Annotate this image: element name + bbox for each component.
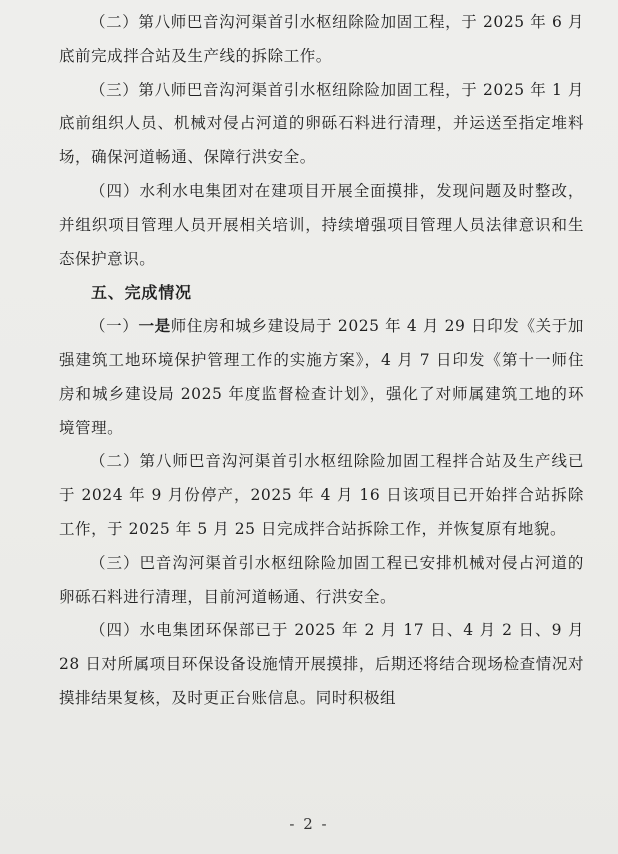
completion-1-prefix: （一） [90, 317, 139, 336]
document-body [59, 6, 584, 716]
paragraph-measure-4: （四）水利水电集团对在建项目开展全面摸排，发现问题及时整改，并组织项目管理人员开展相关培训，持续增强项目管理人员法律意识和生态保护意识。 [59, 181, 584, 268]
paragraph-measure-2: （二）第八师巴音沟河渠首引水枢纽除险加固工程，于 2025 年 6 月底前完成拌合站及生产线的拆除工作。 [59, 13, 584, 65]
paragraph-completion-2: （二）第八师巴音沟河渠首引水枢纽除险加固工程拌合站及生产线已于 2024 年 9 月份停产，2025 年 4 月 16 日该项目已开始拌合站拆除工作，于 2025 年 5 月 25 日完成拌合站拆除工作，并恢复原有地貌。 [59, 452, 584, 538]
section-heading: 五、完成情况 [91, 283, 192, 303]
paragraph-completion-4: （四）水电集团环保部已于 2025 年 2 月 17 日、4 月 2 日、9 月 28 日对所属项目环保设备设施情开展摸排，后期还将结合现场检查情况对摸排结果复核，及时更正台账信息。同时积极组 [59, 621, 584, 707]
completion-1-text: 师住房和城乡建设局于 2025 年 4 月 29 日印发《关于加强建筑工地环境保护管理工作的实施方案》，4 月 7 日印发《第十一师住房和城乡建设局 2025 年度监督检查计划》，强化了对师属建筑工地的环境管理。 [59, 317, 584, 437]
completion-1-emphasis: 一是 [138, 317, 171, 336]
paragraph-measure-3: （三）第八师巴音沟河渠首引水枢纽除险加固工程，于 2025 年 1 月底前组织人员、机械对侵占河道的卵砾石料进行清理，并运送至指定堆料场，确保河道畅通、保障行洪安全。 [59, 80, 584, 167]
page-number: - 2 - [289, 815, 329, 833]
paragraph-completion-1 [59, 310, 584, 445]
paragraph-completion-3: （三）巴音沟河渠首引水枢纽除险加固工程已安排机械对侵占河道的卵砾石料进行清理，目前河道畅通、行洪安全。 [59, 553, 584, 606]
